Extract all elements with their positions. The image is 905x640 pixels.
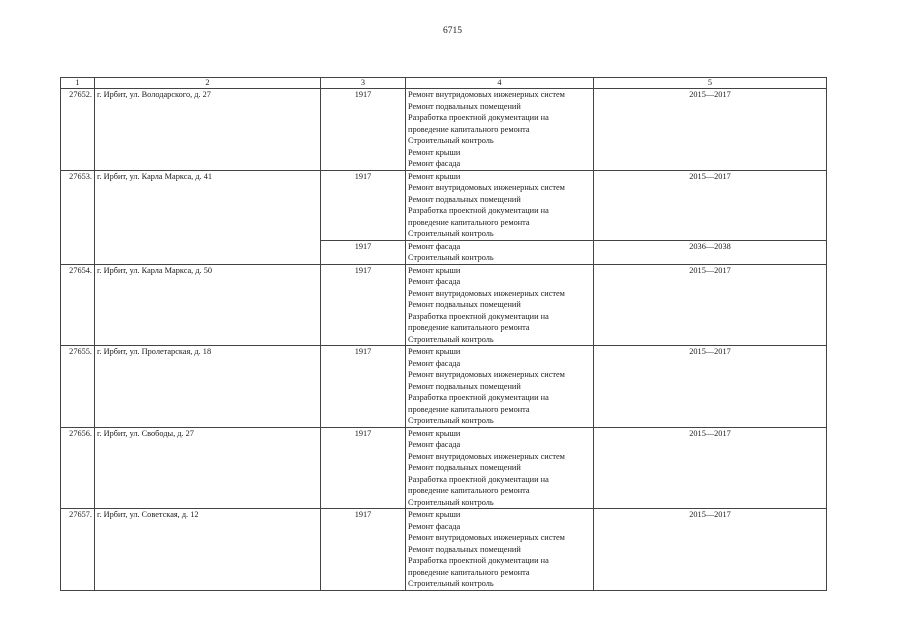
row-number: 27654. — [61, 264, 95, 346]
works-cell — [406, 89, 594, 171]
work-item: Разработка проектной документации на — [408, 113, 549, 122]
year-cell: 1917 — [321, 264, 406, 346]
work-item: Ремонт внутридомовых инженерных систем — [408, 183, 565, 192]
work-item: Ремонт крыши — [408, 171, 461, 181]
row-number: 27655. — [61, 346, 95, 428]
table-row — [61, 346, 827, 428]
year-cell: 1917 — [321, 240, 406, 264]
table-header-row — [61, 78, 827, 89]
column-header-2: 2 — [95, 78, 321, 89]
work-item: Строительный контроль — [408, 497, 494, 507]
work-item: проведение капитального ремонта — [408, 124, 530, 134]
work-item: Разработка проектной документации на — [408, 474, 549, 484]
column-header-3: 3 — [321, 78, 406, 89]
column-header-4: 4 — [406, 78, 594, 89]
work-item: Ремонт внутридомовых инженерных систем — [408, 533, 565, 542]
table-body — [61, 78, 827, 591]
address-cell: г. Ирбит, ул. Советская, д. 12 — [95, 509, 321, 591]
period-cell: 2015—2017 — [594, 89, 827, 171]
work-item: Разработка проектной документации на — [408, 556, 549, 565]
work-item: Строительный контроль — [408, 334, 494, 344]
work-item: Разработка проектной документации на — [408, 206, 549, 215]
row-number: 27652. — [61, 89, 95, 171]
work-item: проведение капитального ремонта — [408, 567, 530, 577]
works-cell — [406, 264, 594, 346]
period-cell: 2015—2017 — [594, 509, 827, 591]
table-row — [61, 89, 827, 171]
row-number: 27656. — [61, 427, 95, 509]
period-cell: 2015—2017 — [594, 346, 827, 428]
work-item: Ремонт подвальных помещений — [408, 101, 521, 111]
page-number: 6715 — [443, 26, 462, 36]
work-item: Строительный контроль — [408, 253, 494, 262]
work-item: проведение капитального ремонта — [408, 323, 530, 332]
address-cell: г. Ирбит, ул. Володарского, д. 27 — [95, 89, 321, 171]
year-cell: 1917 — [321, 89, 406, 171]
work-item: Разработка проектной документации на — [408, 393, 549, 402]
work-item: Ремонт крыши — [408, 347, 461, 356]
period-cell: 2015—2017 — [594, 264, 827, 346]
period-cell: 2015—2017 — [594, 427, 827, 509]
work-item: Разработка проектной документации на — [408, 311, 549, 321]
work-item: Ремонт крыши — [408, 265, 461, 275]
work-item: Строительный контроль — [408, 229, 494, 238]
year-cell: 1917 — [321, 170, 406, 240]
works-cell — [406, 240, 594, 264]
work-item: Ремонт фасада — [408, 241, 461, 251]
work-item: Ремонт внутридомовых инженерных систем — [408, 288, 565, 298]
work-item: Ремонт внутридомовых инженерных систем — [408, 451, 565, 461]
table-row — [61, 264, 827, 346]
work-item: Ремонт подвальных помещений — [408, 194, 521, 204]
row-number: 27653. — [61, 170, 95, 264]
address-cell: г. Ирбит, ул. Свободы, д. 27 — [95, 427, 321, 509]
work-item: Строительный контроль — [408, 579, 494, 588]
works-cell — [406, 509, 594, 591]
work-item: Ремонт внутридомовых инженерных систем — [408, 90, 565, 99]
row-number: 27657. — [61, 509, 95, 591]
work-item: Ремонт фасада — [408, 277, 461, 286]
work-item: Строительный контроль — [408, 136, 494, 145]
table-row — [61, 427, 827, 509]
year-cell: 1917 — [321, 509, 406, 591]
work-item: Ремонт подвальных помещений — [408, 381, 521, 391]
work-item: Ремонт крыши — [408, 147, 461, 157]
work-item: Ремонт фасада — [408, 521, 461, 531]
works-cell — [406, 427, 594, 509]
work-item: Ремонт фасада — [408, 440, 461, 449]
work-item: Ремонт подвальных помещений — [408, 300, 521, 309]
year-cell: 1917 — [321, 346, 406, 428]
year-cell: 1917 — [321, 427, 406, 509]
work-item: проведение капитального ремонта — [408, 404, 530, 414]
work-item: Ремонт фасада — [408, 159, 461, 168]
table-row — [61, 509, 827, 591]
address-cell: г. Ирбит, ул. Карла Маркса, д. 41 — [95, 170, 321, 264]
work-item: Ремонт фасада — [408, 358, 461, 368]
work-item: Ремонт крыши — [408, 510, 461, 519]
work-item: Ремонт подвальных помещений — [408, 544, 521, 554]
column-header-5: 5 — [594, 78, 827, 89]
works-cell — [406, 346, 594, 428]
column-header-1: 1 — [61, 78, 95, 89]
work-item: Строительный контроль — [408, 416, 494, 425]
repair-schedule-table — [60, 77, 827, 591]
address-cell: г. Ирбит, ул. Карла Маркса, д. 50 — [95, 264, 321, 346]
work-item: проведение капитального ремонта — [408, 217, 530, 227]
work-item: проведение капитального ремонта — [408, 486, 530, 495]
address-cell: г. Ирбит, ул. Пролетарская, д. 18 — [95, 346, 321, 428]
period-cell: 2036—2038 — [594, 240, 827, 264]
works-cell — [406, 170, 594, 240]
work-item: Ремонт крыши — [408, 428, 461, 438]
work-item: Ремонт подвальных помещений — [408, 463, 521, 472]
period-cell: 2015—2017 — [594, 170, 827, 240]
work-item: Ремонт внутридомовых инженерных систем — [408, 370, 565, 379]
table-row — [61, 170, 827, 240]
